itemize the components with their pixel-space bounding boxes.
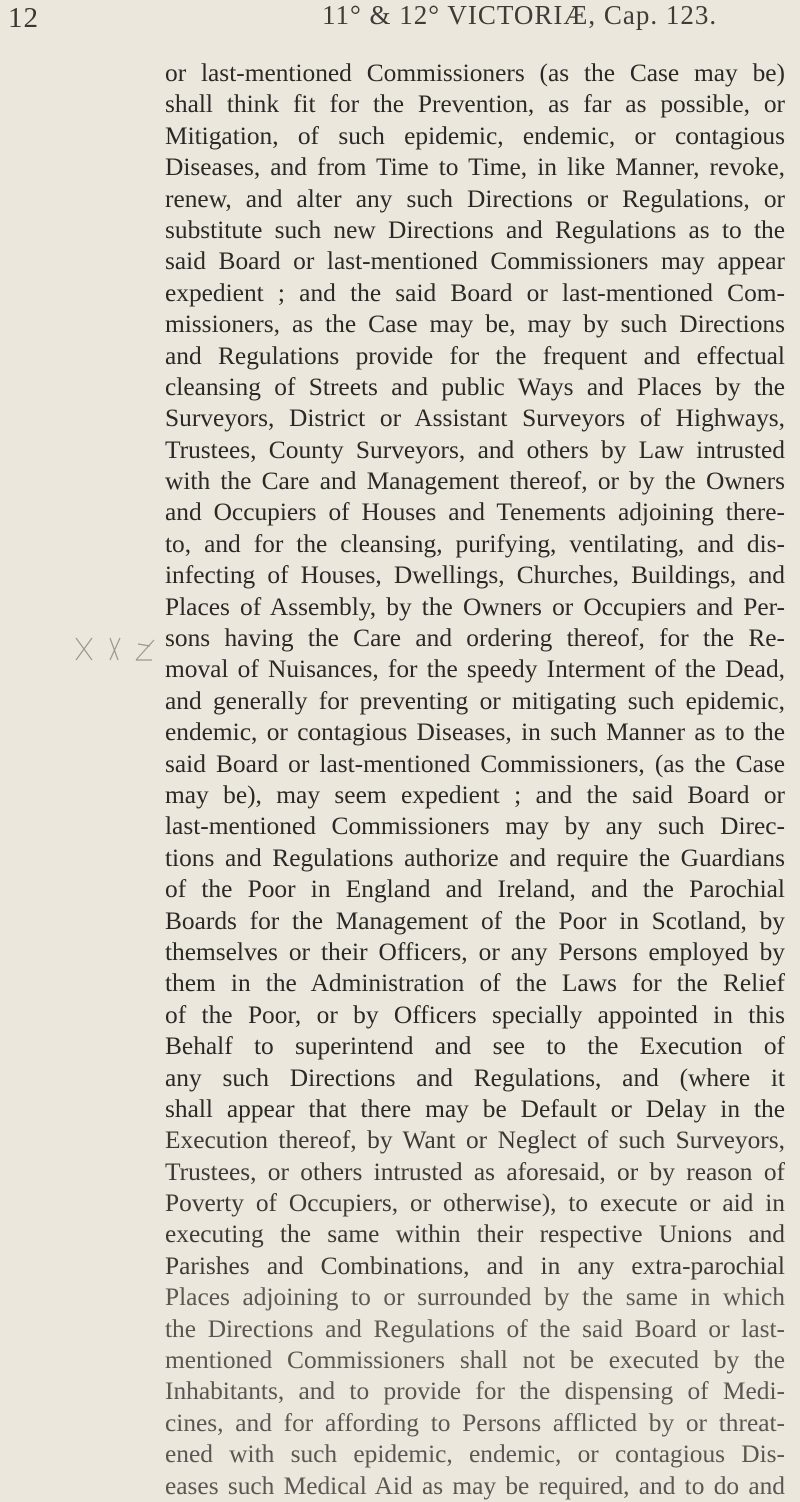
- text-line: renew, and alter any such Directions or Regulations, or: [165, 184, 785, 213]
- text-line: said Board or last-mentioned Commissioners, (as the Case: [165, 749, 785, 778]
- page-number: 12: [8, 2, 39, 34]
- text-line: mentioned Commissioners shall not be executed by the: [165, 1346, 785, 1375]
- text-line: Parishes and Combinations, and in any extra-parochial: [165, 1251, 785, 1280]
- text-line: and Regulations provide for the frequent and effectual: [165, 341, 785, 370]
- text-line: missioners, as the Case may be, may by such Directions: [165, 310, 785, 339]
- text-line: any such Directions and Regulations, and (where it: [165, 1063, 785, 1092]
- margin-pencil-mark: [70, 620, 180, 670]
- body-text: [165, 58, 785, 1502]
- text-line: sons having the Care and ordering thereof, for the Re-: [165, 624, 785, 653]
- text-line: shall appear that there may be Default or Delay in the: [165, 1094, 785, 1123]
- text-line: Mitigation, of such epidemic, endemic, or contagious: [165, 121, 785, 150]
- text-line: or last-mentioned Commissioners (as the Case may be): [165, 59, 785, 87]
- text-line: expedient ; and the said Board or last-mentioned Com-: [165, 278, 785, 307]
- text-line: the Directions and Regulations of the said Board or last-: [165, 1314, 785, 1343]
- text-line: may be), may seem expedient ; and the said Board or: [165, 780, 785, 809]
- text-line: Behalf to superintend and see to the Execution of: [165, 1032, 785, 1061]
- text-line: Boards for the Management of the Poor in Scotland, by: [165, 906, 785, 935]
- text-line: Poverty of Occupiers, or otherwise), to execute or aid in: [165, 1189, 785, 1218]
- text-line: Places adjoining to or surrounded by the same in which: [165, 1283, 785, 1312]
- text-line: last-mentioned Commissioners may by any such Direc-: [165, 812, 785, 841]
- text-line: moval of Nuisances, for the speedy Interment of the Dead,: [165, 655, 785, 684]
- text-line: eases such Medical Aid as may be required, and to do and: [165, 1471, 785, 1500]
- text-line: infecting of Houses, Dwellings, Churches, Buildings, and: [165, 561, 785, 590]
- running-header: 11° & 12° VICTORIÆ, Cap. 123.: [322, 0, 718, 30]
- text-line: Trustees, or others intrusted as aforesaid, or by reason of: [165, 1157, 785, 1186]
- text-line: substitute such new Directions and Regulations as to the: [165, 215, 785, 244]
- text-line: executing the same within their respective Unions and: [165, 1220, 785, 1249]
- text-line: endemic, or contagious Diseases, in such Manner as to the: [165, 718, 785, 747]
- text-line: themselves or their Officers, or any Persons employed by: [165, 937, 785, 966]
- text-line: of the Poor in England and Ireland, and the Parochial: [165, 875, 785, 904]
- text-line: Execution thereof, by Want or Neglect of such Surveyors,: [165, 1126, 785, 1155]
- text-line: cines, and for affording to Persons afflicted by or threat-: [165, 1408, 785, 1437]
- text-line: said Board or last-mentioned Commissioners may appear: [165, 247, 785, 276]
- text-line: to, and for the cleansing, purifying, ventilating, and dis-: [165, 529, 785, 558]
- text-line: Trustees, County Surveyors, and others by Law intrusted: [165, 435, 785, 464]
- text-line: Inhabitants, and to provide for the dispensing of Medi-: [165, 1377, 785, 1406]
- text-line: and generally for preventing or mitigating such epidemic,: [165, 686, 785, 715]
- text-line: and Occupiers of Houses and Tenements adjoining there-: [165, 498, 785, 527]
- text-line: of the Poor, or by Officers specially appointed in this: [165, 1000, 785, 1029]
- text-line: Surveyors, District or Assistant Surveyors of Highways,: [165, 404, 785, 433]
- text-line: tions and Regulations authorize and require the Guardians: [165, 843, 785, 872]
- text-line: with the Care and Management thereof, or by the Owners: [165, 467, 785, 496]
- text-line: cleansing of Streets and public Ways and Places by the: [165, 372, 785, 401]
- text-line: Places of Assembly, by the Owners or Occupiers and Per-: [165, 592, 785, 621]
- text-line: them in the Administration of the Laws for the Relief: [165, 969, 785, 998]
- text-line: shall think fit for the Prevention, as far as possible, or: [165, 90, 785, 119]
- text-line: ened with such epidemic, endemic, or contagious Dis-: [165, 1440, 785, 1469]
- text-line: Diseases, and from Time to Time, in like Manner, revoke,: [165, 153, 785, 182]
